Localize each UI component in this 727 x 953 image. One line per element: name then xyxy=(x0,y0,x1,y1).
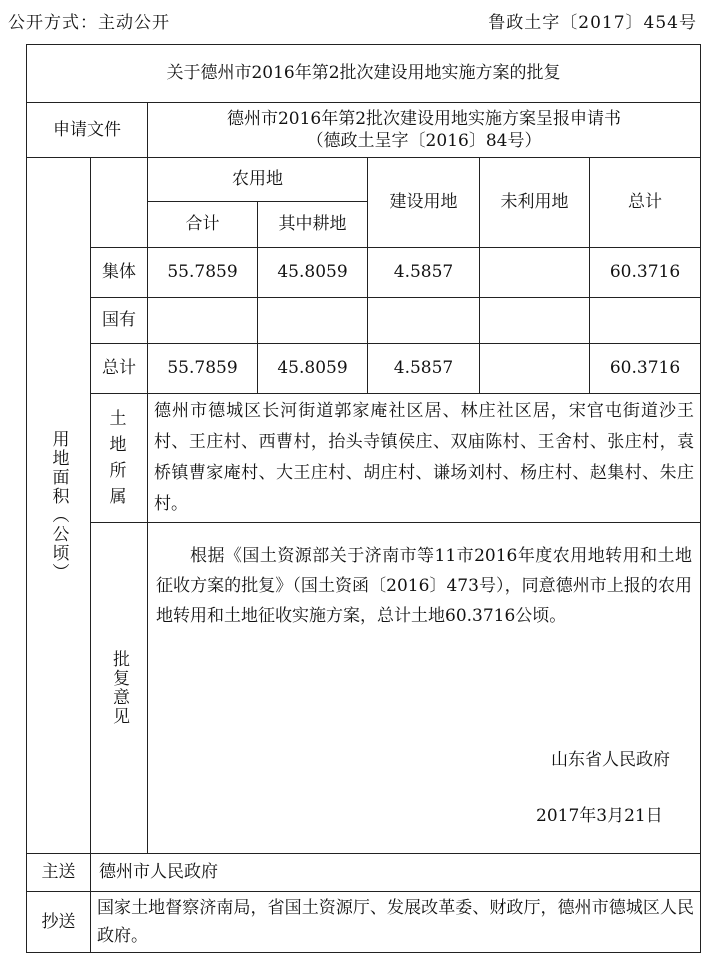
cell-total xyxy=(590,298,701,344)
table-row xyxy=(27,298,701,344)
approval-label-cell xyxy=(91,523,148,854)
cell-unused xyxy=(480,298,590,344)
document-number: 鲁政土字〔2017〕454号 xyxy=(488,13,697,33)
approval-text: 根据《国土资源部关于济南市等11市2016年度农用地转用和土地征收方案的批复》（国土资函〔2016〕473号），同意德州市上报的农用地转用和土地征收实施方案，总计土地60.3716公顷。 xyxy=(156,546,693,626)
cell-construction xyxy=(368,298,480,344)
ownership-label-cell xyxy=(91,394,148,523)
table-row xyxy=(27,344,701,394)
land-area-label-text: 用地面积（公顷） xyxy=(48,429,69,582)
col-subtotal: 合计 xyxy=(148,202,258,248)
ownership-label: 土地所属 xyxy=(109,409,129,507)
row-label: 总计 xyxy=(91,344,148,394)
table-row xyxy=(27,248,701,298)
cell-total: 60.3716 xyxy=(590,344,701,394)
application-label: 申请文件 xyxy=(27,103,148,158)
col-total: 总计 xyxy=(590,158,701,248)
approval-date: 2017年3月21日 xyxy=(536,806,663,826)
approval-label: 批复意见 xyxy=(109,650,130,726)
header-blank-cell xyxy=(91,158,148,248)
cell-cultivated: 45.8059 xyxy=(258,248,368,298)
cc-value: 国家土地督察济南局，省国土资源厅、发展改革委、财政厅，德州市德城区人民政府。 xyxy=(91,892,701,953)
land-area-section-label xyxy=(27,158,91,854)
col-unused: 未利用地 xyxy=(480,158,590,248)
document-title: 关于德州市2016年第2批次建设用地实施方案的批复 xyxy=(27,45,701,103)
signer: 山东省人民政府 xyxy=(551,750,670,770)
cell-total: 60.3716 xyxy=(590,248,701,298)
application-line2: （德政土呈字〔2016〕84号） xyxy=(306,131,542,151)
cc-label: 抄送 xyxy=(27,892,91,953)
approval-form-table xyxy=(26,44,701,953)
col-construction: 建设用地 xyxy=(368,158,480,248)
main-recipient-value: 德州市人民政府 xyxy=(91,854,701,892)
cell-construction: 4.5857 xyxy=(368,344,480,394)
cell-cultivated xyxy=(258,298,368,344)
application-line1: 德州市2016年第2批次建设用地实施方案呈报申请书 xyxy=(226,108,622,129)
main-recipient-label: 主送 xyxy=(27,854,91,892)
row-label: 国有 xyxy=(91,298,148,344)
cell-unused xyxy=(480,344,590,394)
application-document xyxy=(148,103,701,158)
cell-unused xyxy=(480,248,590,298)
cell-subtotal: 55.7859 xyxy=(148,248,258,298)
cell-cultivated: 45.8059 xyxy=(258,344,368,394)
col-agricultural: 农用地 xyxy=(148,158,368,202)
row-label: 集体 xyxy=(91,248,148,298)
col-cultivated: 其中耕地 xyxy=(258,202,368,248)
cell-subtotal: 55.7859 xyxy=(148,344,258,394)
ownership-text: 德州市德城区长河街道郭家庵社区居、林庄社区居，宋官屯街道沙王村、王庄村、西曹村，抬头寺镇侯庄、双庙陈村、王舍村、张庄村，袁桥镇曹家庵村、大王庄村、胡庄村、谦场刘村、杨庄村、赵集村、朱庄村。 xyxy=(148,394,701,523)
publication-mode: 公开方式：主动公开 xyxy=(8,13,170,33)
cell-construction: 4.5857 xyxy=(368,248,480,298)
approval-opinion xyxy=(148,523,701,854)
cell-subtotal xyxy=(148,298,258,344)
